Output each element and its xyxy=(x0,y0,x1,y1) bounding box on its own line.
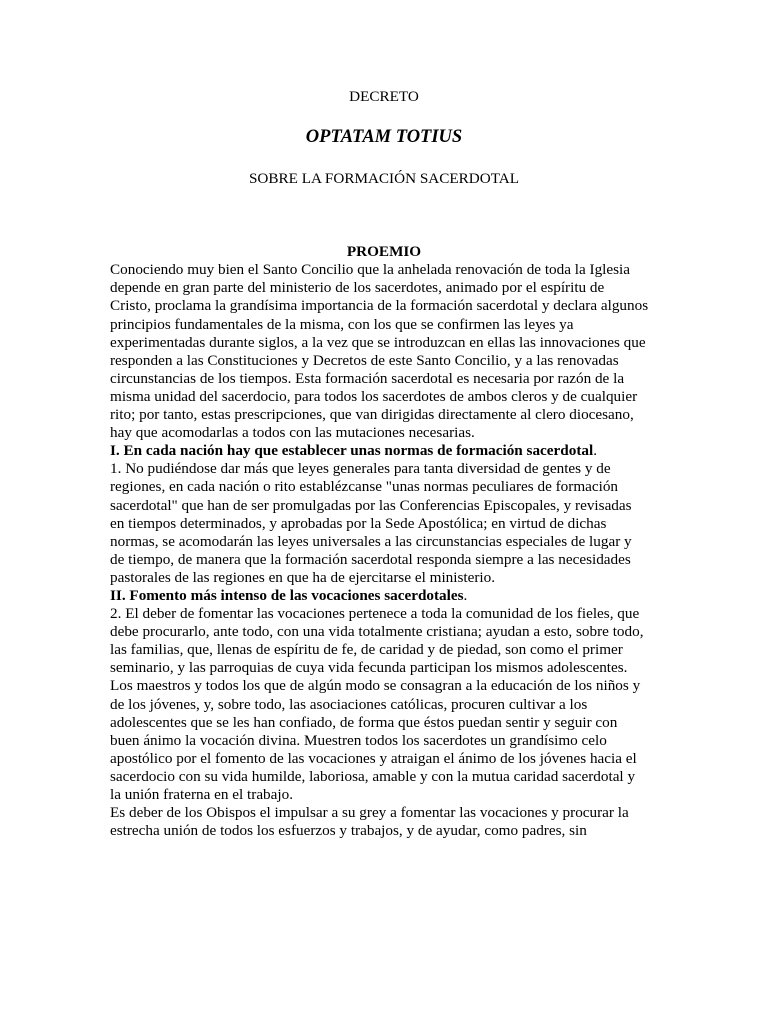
document-title: OPTATAM TOTIUS xyxy=(305,127,463,148)
section-2-paragraph: 2. El deber de fomentar las vocaciones pertenece a toda la comunidad de los fieles, que debe procurarlo, ante todo, con una vida totalmente cristiana; ayudan a esto, sobre todo, las familias, que, llenas de espíritu de fe, de caridad y de piedad, son como el primer seminario, y las parroquias de cuya vida fecunda participan los mismos adolescentes. Los maestros y todos los que de algún modo se consagran a la educación de los niños y de los jóvenes, y, sobre todo, las asociaciones católicas, procuren cultivar a los adolescentes que se les han confiado, de forma que éstos puedan sentir y seguir con buen ánimo la vocación divina. Muestren todos los sacerdotes un grandísimo celo apostólico por el fomento de las vocaciones y atraigan el ánimo de los jóvenes hacia el sacerdocio con su vida humilde, laboriosa, amable y con la mutua caridad sacerdotal y la unión fraterna en el trabajo. xyxy=(110,605,644,803)
section-1-heading xyxy=(110,442,658,460)
document-subtitle: SOBRE LA FORMACIÓN SACERDOTAL xyxy=(248,170,520,188)
section-2-heading xyxy=(110,587,658,605)
proemio-paragraph: Conociendo muy bien el Santo Concilio que la anhelada renovación de toda la Iglesia depende en gran parte del ministerio de los sacerdotes, animado por el espíritu de Cristo, proclama la grandísima importancia de la formación sacerdotal y declara algunos principios fundamentales de la misma, con los que se confirmen las leyes ya experimentadas durante siglos, a la vez que se introduzcan en ellas las innovaciones que responden a las Constituciones y Decretos de este Santo Concilio, y a las renovadas circunstancias de los tiempos. Esta formación sacerdotal es necesaria por razón de la misma unidad del sacerdocio, para todos los sacerdotes de ambos cleros y de cualquier rito; por tanto, estas prescripciones, que van dirigidas directamente al clero diocesano, hay que acomodarlas a todos con las mutaciones necesarias. xyxy=(110,261,649,442)
proemio-heading: PROEMIO xyxy=(346,243,422,261)
section-2-heading-period: . xyxy=(463,586,468,604)
section-2-paragraph-continued: Es deber de los Obispos el impulsar a su grey a fomentar las vocaciones y procurar la estrecha unión de todos los esfuerzos y trabajos, y de ayudar, como padres, sin xyxy=(110,804,629,840)
section-1-heading-text: I. En cada nación hay que establecer unas normas de formación sacerdotal xyxy=(110,442,594,460)
document-body xyxy=(110,88,658,840)
section-1-paragraph: 1. No pudiéndose dar más que leyes generales para tanta diversidad de gentes y de regiones, en cada nación o rito establézcanse "unas normas peculiares de formación sacerdotal" que han de ser promulgadas por las Conferencias Episcopales, y revisadas en tiempos determinados, y aprobadas por la Sede Apostólica; en virtud de dichas normas, se acomodarán las leyes universales a las circunstancias especiales de lugar y de tiempo, de manera que la formación sacerdotal responda siempre a las necesidades pastorales de las regiones en que ha de ejercitarse el ministerio. xyxy=(110,460,632,586)
section-1-heading-period: . xyxy=(593,442,597,460)
decree-label: DECRETO xyxy=(349,88,419,105)
section-2-heading-text: II. Fomento más intenso de las vocaciones sacerdotales xyxy=(110,586,464,604)
